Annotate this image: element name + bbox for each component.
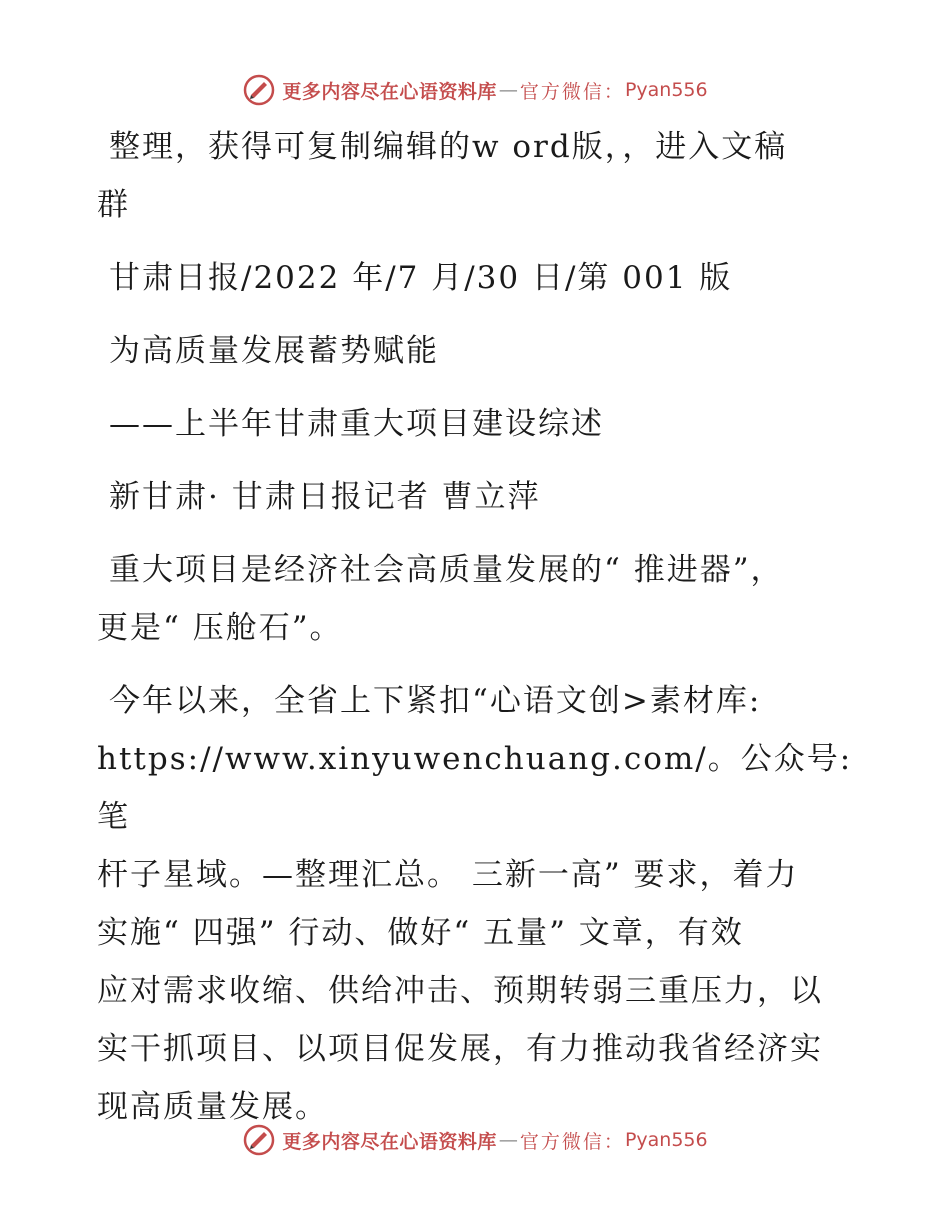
- para2-line1: 今年以来，全省上下紧扣“心语文创>素材库:: [109, 683, 762, 719]
- source-line: 甘肃日报/2022 年/7 月/30 日/第 001 版: [109, 260, 733, 296]
- footer-banner: [0, 1120, 950, 1160]
- byline: 新甘肃· 甘肃日报记者 曹立萍: [109, 479, 541, 515]
- para2-line5: 应对需求收缩、供给冲击、预期转弱三重压力，以: [97, 973, 823, 1009]
- para2-line2: https://www.xinyuwenchuang.com/。公众号: 笔: [97, 741, 853, 835]
- banner-brand-text: 更多内容尽在心语资料库: [282, 80, 497, 103]
- banner-separator: —: [498, 1129, 518, 1151]
- para1-line1: 重大项目是经济社会高质量发展的“ 推进器”，: [109, 552, 784, 588]
- intro-line-2: 群: [97, 187, 130, 223]
- brand-logo-icon: [242, 1123, 276, 1157]
- banner-wechat-id: Pyan556: [624, 1129, 708, 1151]
- banner-wechat-label: 官方微信：: [519, 1130, 625, 1153]
- intro-line-1: 整理，获得可复制编辑的w ord版，，进入文稿: [109, 129, 788, 165]
- para2-line3: 杆子星域。—整理汇总。 三新一高” 要求，着力: [97, 857, 799, 893]
- para2-line7: 现高质量发展。: [97, 1089, 328, 1125]
- banner-separator: —: [498, 79, 518, 101]
- article-subtitle: ——上半年甘肃重大项目建设综述: [109, 406, 604, 442]
- header-banner: [0, 70, 950, 110]
- banner-wechat-id: Pyan556: [624, 79, 708, 101]
- para1-line2: 更是“ 压舱石”。: [97, 610, 343, 646]
- brand-logo-icon: [242, 73, 276, 107]
- article-title: 为高质量发展蓄势赋能: [109, 333, 439, 369]
- para2-line4: 实施“ 四强” 行动、做好“ 五量” 文章，有效: [97, 915, 744, 951]
- banner-brand-text: 更多内容尽在心语资料库: [282, 1130, 497, 1153]
- banner-wechat-label: 官方微信：: [519, 80, 625, 103]
- article-body: [97, 118, 857, 1136]
- para2-line6: 实干抓项目、以项目促发展，有力推动我省经济实: [97, 1031, 823, 1067]
